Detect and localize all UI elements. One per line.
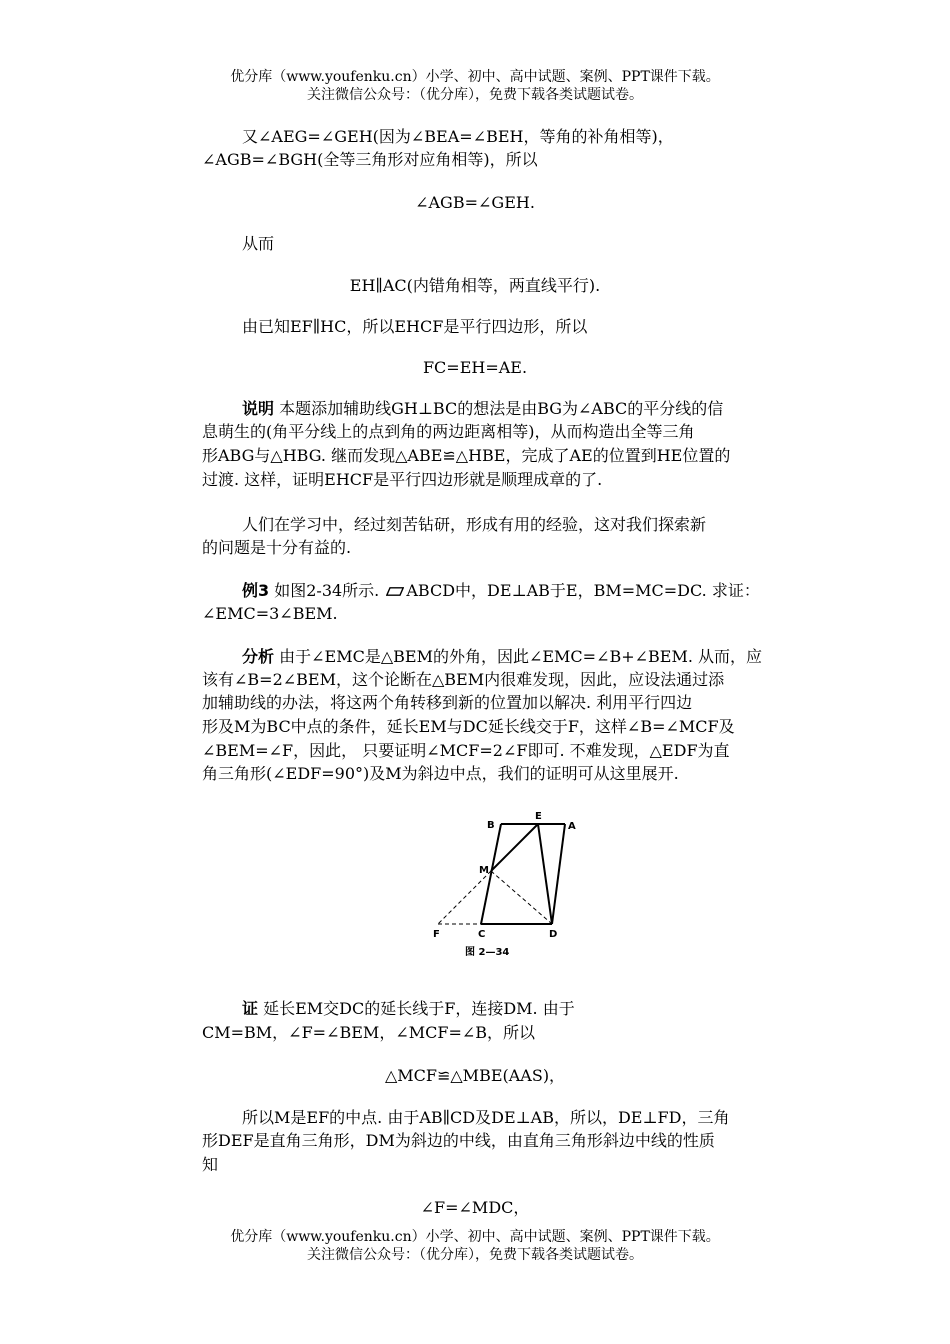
segment-AD bbox=[552, 824, 565, 924]
text-line: ∠AGB=∠BGH(全等三角形对应角相等)，所以 bbox=[202, 150, 538, 169]
parallelogram-icon bbox=[386, 587, 404, 596]
text-line: 知 bbox=[202, 1155, 219, 1174]
text-line: 又∠AEG=∠GEH(因为∠BEA=∠BEH，等角的补角相等)， bbox=[242, 127, 674, 146]
label-D: D bbox=[549, 929, 558, 940]
equation: FC=EH=AE. bbox=[422, 358, 528, 377]
equation: ∠F=∠MDC， bbox=[420, 1198, 530, 1217]
label-M: M bbox=[479, 865, 489, 876]
footer-line-2: 关注微信公众号：（优分库），免费下载各类试题试卷。 bbox=[307, 1247, 643, 1263]
text-line: 的问题是十分有益的. bbox=[202, 538, 352, 557]
text-line: 形ABG与△HBG. 继而发现△ABE≌△HBE，完成了AE的位置到HE位置的 bbox=[202, 446, 731, 465]
text-line: 所以M是EF的中点. 由于AB∥CD及DE⊥AB，所以，DE⊥FD，三角 bbox=[242, 1108, 730, 1127]
equation: △MCF≌△MBE(AAS)， bbox=[384, 1066, 566, 1085]
page-header bbox=[0, 68, 950, 104]
note-line bbox=[242, 398, 723, 420]
label-A: A bbox=[568, 821, 576, 832]
analysis-text: 由于∠EMC是△BEM的外角，因此∠EMC=∠B+∠BEM. 从而，应 bbox=[279, 647, 763, 666]
label-B: B bbox=[487, 820, 495, 831]
proof-text: 延长EM交DC的延长线于F，连接DM. 由于 bbox=[263, 999, 575, 1018]
label-F: F bbox=[433, 929, 440, 940]
equation: EH∥AC(内错角相等，两直线平行). bbox=[349, 276, 601, 295]
geometry-figure bbox=[425, 810, 585, 970]
segment-EM bbox=[491, 824, 538, 871]
text-line: 角三角形(∠EDF=90°)及M为斜边中点，我们的证明可从这里展开. bbox=[202, 764, 679, 783]
text-line: ∠EMC=3∠BEM. bbox=[202, 604, 338, 623]
segment-ED bbox=[538, 824, 552, 924]
example-label: 例3 bbox=[242, 581, 270, 600]
text-line: 息萌生的(角平分线上的点到角的两边距离相等)，从而构造出全等三角 bbox=[202, 422, 695, 441]
text-line: 形DEF是直角三角形，DM为斜边的中线，由直角三角形斜边中线的性质 bbox=[202, 1131, 715, 1150]
analysis-line bbox=[242, 646, 762, 668]
label-E: E bbox=[535, 811, 542, 822]
figure-caption: 图 2—34 bbox=[465, 947, 510, 958]
proof-line bbox=[242, 998, 575, 1020]
text-line: 加辅助线的办法，将这两个角转移到新的位置加以解决. 利用平行四边 bbox=[202, 693, 693, 712]
text-line: 该有∠B=2∠BEM，这个论断在△BEM内很难发现，因此，应设法通过添 bbox=[202, 670, 725, 689]
equation: ∠AGB=∠GEH. bbox=[415, 193, 535, 212]
header-line-1: 优分库（www.youfenku.cn）小学、初中、高中试题、案例、PPT课件下载。 bbox=[230, 69, 720, 85]
text-line: 人们在学习中，经过刻苦钻研，形成有用的经验，这对我们探索新 bbox=[242, 515, 707, 534]
label-C: C bbox=[478, 929, 486, 940]
text-line: 过渡. 这样，证明EHCF是平行四边形就是顺理成章的了. bbox=[202, 470, 603, 489]
proof-label: 证 bbox=[242, 999, 259, 1018]
footer-line-1: 优分库（www.youfenku.cn）小学、初中、高中试题、案例、PPT课件下载。 bbox=[230, 1229, 720, 1245]
dashed-MD bbox=[491, 871, 552, 924]
text-line: ∠BEM=∠F，因此， 只要证明∠MCF=2∠F即可. 不难发现，△EDF为直 bbox=[202, 741, 730, 760]
note-text: 本题添加辅助线GH⊥BC的想法是由BG为∠ABC的平分线的信 bbox=[279, 399, 724, 418]
page-footer bbox=[0, 1228, 950, 1264]
text-line: CM=BM，∠F=∠BEM，∠MCF=∠B，所以 bbox=[202, 1023, 536, 1042]
text-line: 由已知EF∥HC，所以EHCF是平行四边形，所以 bbox=[242, 317, 588, 336]
analysis-label: 分析 bbox=[242, 647, 275, 666]
text-line: 形及M为BC中点的条件，延长EM与DC延长线交于F，这样∠B=∠MCF及 bbox=[202, 717, 735, 736]
example-text: ABCD中，DE⊥AB于E，BM=MC=DC. 求证： bbox=[406, 581, 760, 600]
example-text: 如图2-34所示. bbox=[274, 581, 380, 600]
text-line: 从而 bbox=[242, 234, 275, 253]
header-line-2: 关注微信公众号：（优分库），免费下载各类试题试卷。 bbox=[307, 87, 643, 103]
figure-svg bbox=[425, 810, 585, 970]
note-label: 说明 bbox=[242, 399, 275, 418]
example-line bbox=[242, 580, 760, 602]
